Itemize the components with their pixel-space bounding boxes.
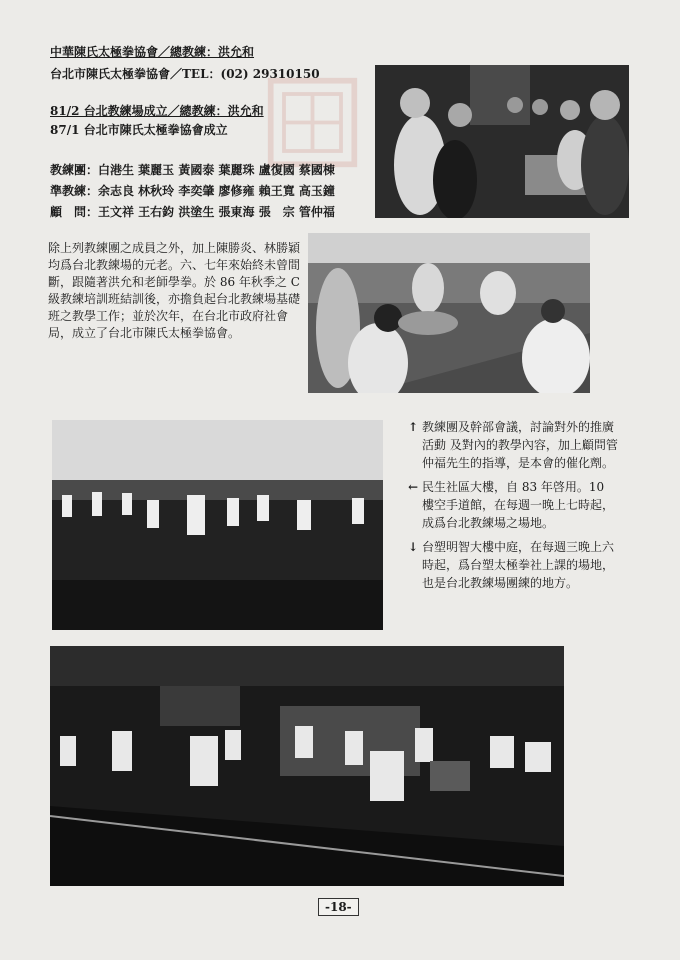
coach-team-list: 教練團：白港生 葉麗玉 黃國泰 葉麗珠 盧復國 蔡國棟 [50,163,335,177]
captions-block [408,418,618,592]
association-phone: 台北市陳氏太極拳協會／TEL：(02) 29310150 [50,67,320,81]
caption-atrium [408,538,618,592]
caption-meeting [408,418,618,472]
caption-meeting-text: 教練團及幹部會議，討論對外的推廣活動 及對內的教學內容，加上顧問管仲福先生的指導，是本會的催化劑。 [422,420,618,470]
arrow-up-icon: ↑ [408,420,419,434]
photo-meeting-table [375,65,629,218]
advisor-list: 顧 問：王文祥 王右鈞 洪塗生 張東海 張 宗 管仲福 [50,205,335,219]
photo-hall-practice [52,420,383,630]
caption-dojo [408,478,618,532]
arrow-down-icon: ↓ [408,540,419,554]
photo-dojo-seated [308,233,590,393]
photo-atrium-practice [50,646,564,886]
red-seal-watermark [265,75,360,170]
page-number: -18- [318,898,359,916]
intro-text: 除上列教練團之成員之外，加上陳勝炎、林勝穎均爲台北教練場的元老。六、七年來始終未曾間斷，跟隨著洪允和老師學拳。於 86 年秋季之 C 級教練培訓班結訓後，亦擔負起台北教練場基礎班之教學工作；並於次年，在台北市政府社會局，成立了台北市陳氏太極拳協會。 [48,241,301,340]
caption-dojo-text: 民生社區大樓，自 83 年啓用。10 樓空手道館，在每週一晚上七時起，成爲台北教練場之場地。 [422,480,615,530]
training-site-founded: 81/2 台北教練場成立／總教練：洪允和 [50,104,264,118]
assistant-coach-list: 準教練：余志良 林秋玲 李奕肇 廖修雍 賴王寬 高玉鐘 [50,184,335,198]
association-title: 中華陳氏太極拳協會／總教練：洪允和 [50,45,255,59]
city-association-founded: 87/1 台北市陳氏太極拳協會成立 [50,123,228,137]
arrow-left-icon: ← [408,480,419,494]
caption-atrium-text: 台塑明智大樓中庭，在每週三晚上六時起，爲台塑太極拳社上課的場地，也是台北教練場團練的地方。 [422,540,615,590]
intro-paragraph [48,240,306,342]
